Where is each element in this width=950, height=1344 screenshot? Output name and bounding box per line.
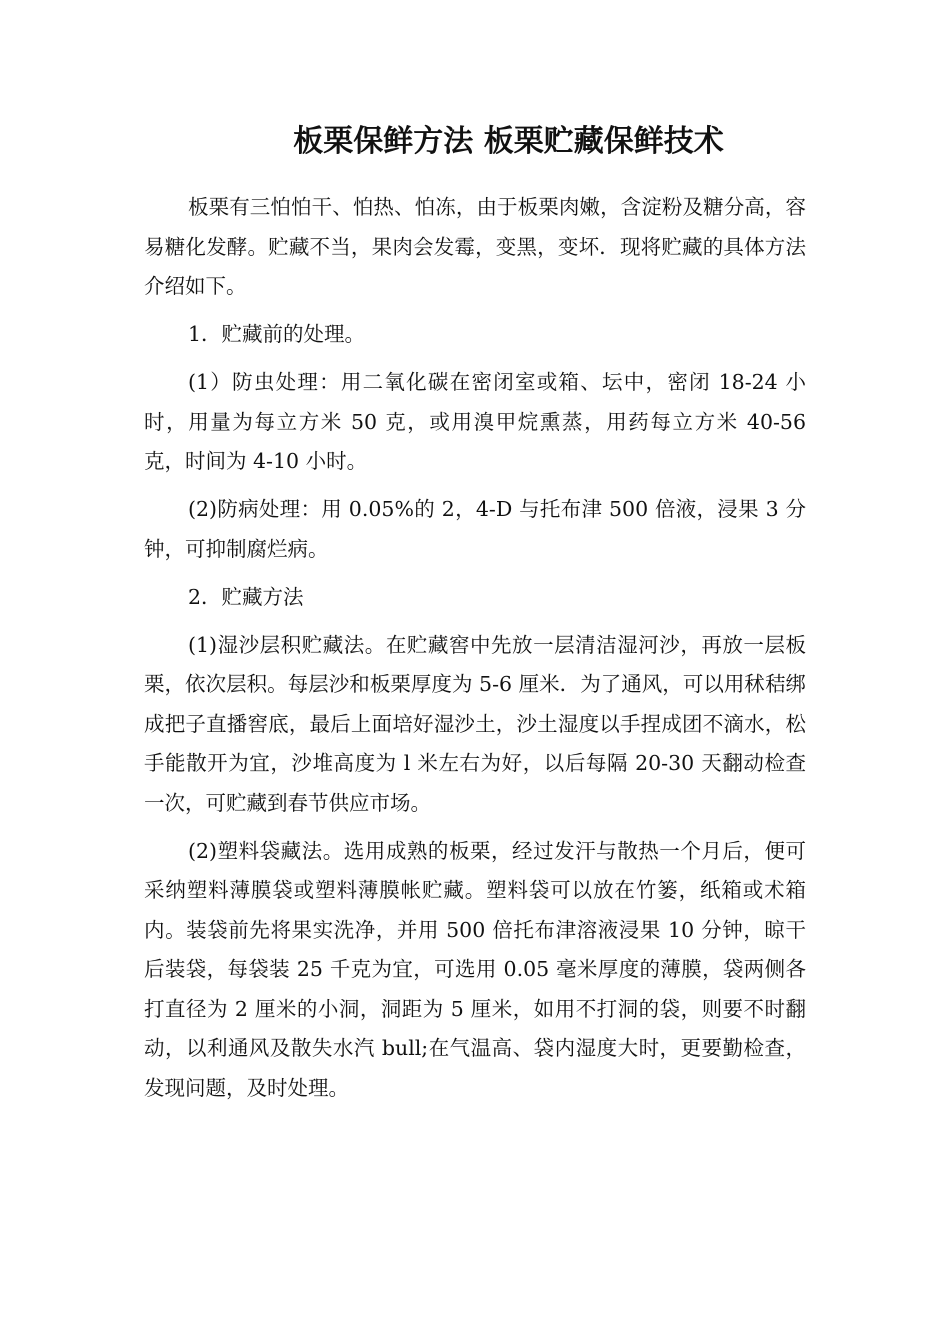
paragraph-wet-sand-storage: (1)湿沙层积贮藏法。在贮藏窖中先放一层清洁湿河沙，再放一层板栗，依次层积。每层沙和板栗厚度为 5-6 厘米．为了通风，可以用秫秸绑成把子直播窖底，最后上面培好湿沙土，沙土湿度以手捏成团不滴水，松手能散开为宜，沙堆高度为 l 米左右为好，以后每隔 20-30 天翻动检查一次，可贮藏到春节供应市场。 [144,632,806,815]
paragraph-plastic-bag-storage: (2)塑料袋藏法。选用成熟的板栗，经过发汗与散热一个月后，便可采纳塑料薄膜袋或塑料薄膜帐贮藏。塑料袋可以放在竹篓，纸箱或术箱内。装袋前先将果实洗净，并用 500 倍托布津溶液浸果 10 分钟，晾干后装袋，每袋装 25 千克为宜，可选用 0.05 毫米厚度的薄膜，袋两侧各打直径为 2 厘米的小洞，洞距为 5 厘米，如用不打洞的袋，则要不时翻动，以利通风及散失水汽 bull;在气温高、袋内湿度大时，更要勤检查，发现问题，及时处理。 [144,838,806,1100]
paragraph-section-2-heading: 2．贮藏方法 [188,584,304,609]
paragraph-intro: 板栗有三怕怕干、怕热、怕冻，由于板栗肉嫩，含淀粉及糖分高，容易糖化发酵。贮藏不当，果肉会发霉，变黑，变坏．现将贮藏的具体方法介绍如下。 [144,195,806,298]
document-title: 板栗保鲜方法 板栗贮藏保鲜技术 [293,124,724,159]
paragraph-disease-control: (2)防病处理：用 0.05%的 2，4-D 与托布津 500 倍液，浸果 3 分钟，可抑制腐烂病。 [144,497,806,561]
paragraph-pest-control: (1）防虫处理：用二氧化碳在密闭室或箱、坛中，密闭 18-24 小时，用量为每立方米 50 克，或用溴甲烷熏蒸，用药每立方米 40-56 克，时间为 4-10 小时。 [144,370,806,473]
document-body [144,188,806,1117]
paragraph-section-1-heading: 1．贮藏前的处理。 [188,322,366,346]
